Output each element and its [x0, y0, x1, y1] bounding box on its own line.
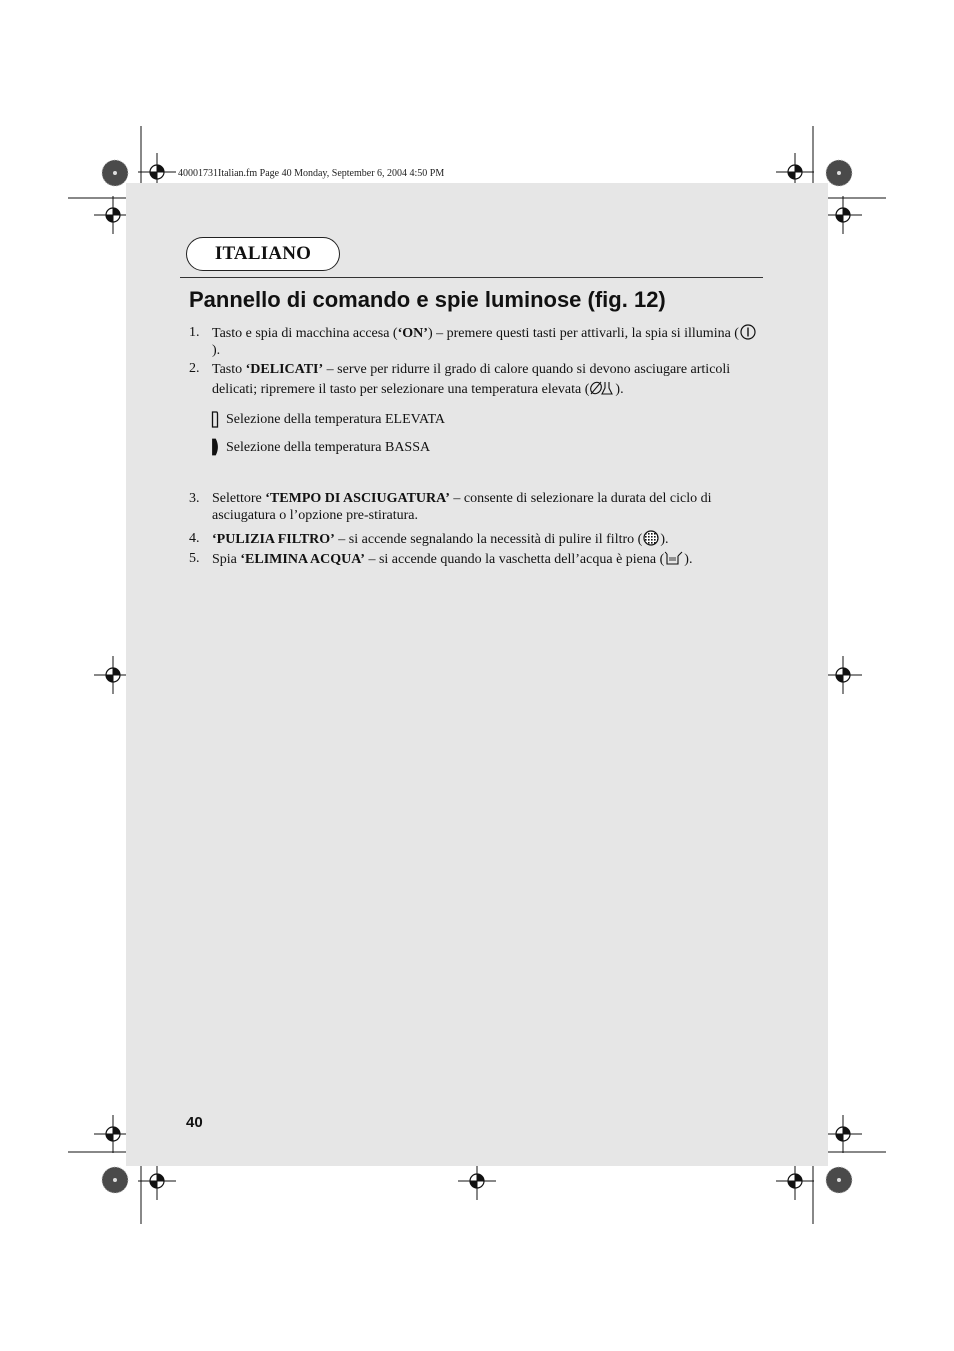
- item-text: [212, 360, 760, 399]
- item-text-part: ).: [212, 343, 221, 358]
- registration-mark-icon: [823, 1114, 863, 1154]
- page-number: 40: [186, 1114, 203, 1131]
- registration-mark-icon: [137, 1161, 177, 1201]
- file-info: 40001731Italian.fm Page 40 Monday, September 6, 2004 4:50 PM: [178, 168, 445, 179]
- item-text: [212, 324, 760, 359]
- item-text: [212, 550, 760, 568]
- item-number: 4.: [189, 531, 200, 546]
- item-text-part: ) – premere questi tasti per attivarli, la spia si illumina (: [427, 326, 739, 341]
- item-keyword: ‘PULIZIA FILTRO’: [212, 532, 335, 547]
- registration-mark-icon: [823, 195, 863, 235]
- header-rule: [180, 277, 763, 278]
- item-text-part: Tasto: [212, 362, 246, 377]
- delicate-icon: [589, 379, 615, 396]
- temperature-option-label: Selezione della temperatura ELEVATA: [226, 411, 446, 427]
- item-text-part: – serve per ridurre il grado di calore quando si devono asciugare articoli delicati; ripremere il tasto per selezionare una temperatura elevata (: [212, 362, 731, 397]
- page-title: Pannello di comando e spie luminose (fig. 12): [189, 287, 666, 312]
- item-text-part: ).: [660, 532, 669, 547]
- item-number: 5.: [189, 551, 200, 566]
- item-text-part: ).: [684, 552, 693, 567]
- item-text-part: – si accende segnalando la necessità di pulire il filtro (: [334, 532, 643, 547]
- item-text-part: ).: [615, 382, 624, 397]
- temperature-option: [211, 410, 445, 428]
- color-wheel-icon: [100, 1165, 130, 1195]
- language-tab: [186, 237, 340, 271]
- item-text: [212, 530, 760, 548]
- color-wheel-icon: [824, 158, 854, 188]
- high-temp-icon: [211, 410, 219, 428]
- low-temp-icon: [211, 438, 219, 456]
- registration-mark-icon: [457, 1161, 497, 1201]
- item-keyword: ‘ON’: [397, 326, 428, 341]
- color-wheel-icon: [824, 1165, 854, 1195]
- item-keyword: ‘DELICATI’: [245, 362, 324, 377]
- item-keyword: ‘ELIMINA ACQUA’: [240, 552, 365, 567]
- item-text-part: Spia: [212, 552, 241, 567]
- power-icon: [739, 324, 757, 340]
- item-text-part: Tasto e spia di macchina accesa (: [212, 326, 398, 341]
- item-text-part: – si accende quando la vaschetta dell’acqua è piena (: [364, 552, 665, 567]
- registration-mark-icon: [823, 655, 863, 695]
- temperature-option-label: Selezione della temperatura BASSA: [226, 439, 431, 455]
- item-keyword: ‘TEMPO DI ASCIUGATURA’: [265, 491, 450, 506]
- item-text-part: Selettore: [212, 491, 266, 506]
- item-text-part: – consente di selezionare la durata del ciclo di asciugatura o l’opzione pre-stiratura.: [212, 491, 712, 523]
- item-number: 3.: [189, 491, 200, 506]
- registration-mark-icon: [775, 1161, 815, 1201]
- item-number: 1.: [189, 325, 200, 340]
- water-tank-icon: [664, 550, 684, 566]
- item-number: 2.: [189, 361, 200, 376]
- filter-icon: [642, 530, 660, 546]
- item-text: [212, 490, 760, 524]
- temperature-option: [211, 438, 430, 456]
- language-label: ITALIANO: [214, 243, 312, 264]
